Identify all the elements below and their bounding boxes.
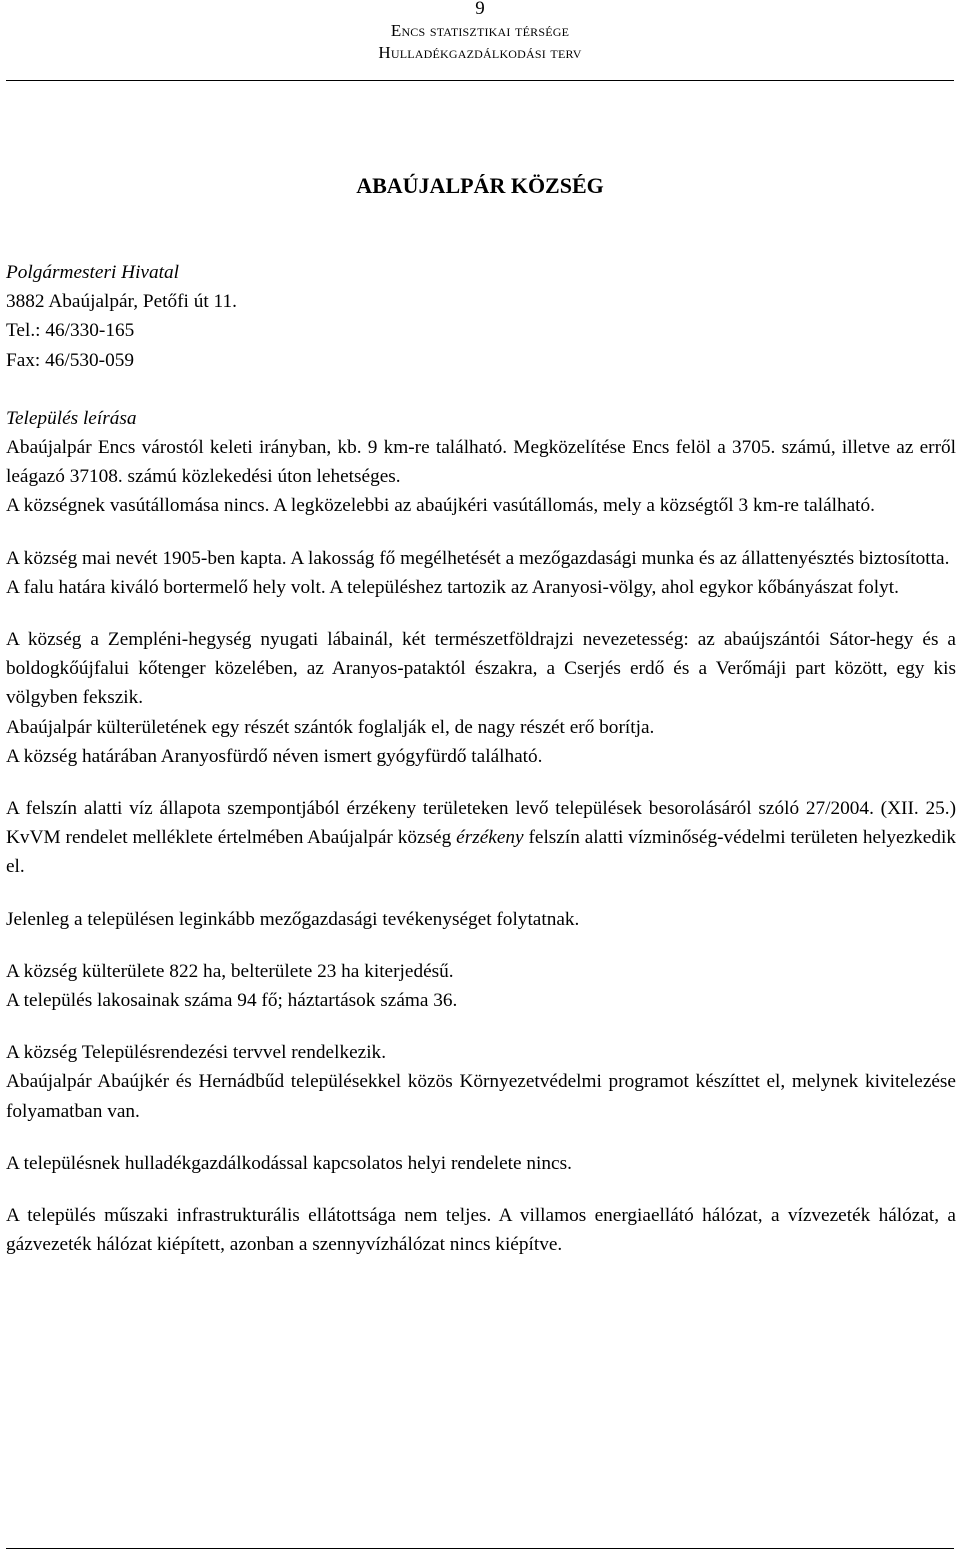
paragraph: A település lakosainak száma 94 fő; háztartások száma 36. xyxy=(6,990,458,1012)
paragraph: A község a Zempléni-hegység nyugati lábainál, két természetföldrajzi nevezetesség: az abaújszántói Sátor-hegy és a boldogkőújfalui kőtenger közelében, az Aranyos-pataktól északra, a Cserjés erdő és a Verőmáji part között, egy kis völgyben fekszik. xyxy=(6,629,956,709)
paragraph: Jelenleg a településen leginkább mezőgazdasági tevékenységet folytatnak. xyxy=(6,908,580,930)
document-body xyxy=(6,258,956,1259)
paragraph: A község Településrendezési tervvel rendelkezik. xyxy=(6,1042,387,1064)
spacer xyxy=(6,602,956,625)
office-phone: Tel.: 46/330-165 xyxy=(6,320,135,342)
spacer xyxy=(6,1015,956,1038)
paragraph-text: felszín alatti vízminőség-védelmi területen helyezkedik el. xyxy=(6,827,956,878)
paragraph: A községnek vasútállomása nincs. A legközelebbi az abaújkéri vasútállomás, mely a községtől 3 km-re található. xyxy=(6,495,876,517)
paragraph xyxy=(6,794,956,882)
paragraph: A község külterülete 822 ha, belterülete 23 ha kiterjedésű. xyxy=(6,960,454,982)
office-name: Polgármesteri Hivatal xyxy=(6,262,179,283)
header-line-1: Encs statisztikai térsége xyxy=(390,21,570,40)
page-title: ABAÚJALPÁR KÖZSÉG xyxy=(356,173,604,198)
paragraph: Abaújalpár külterületének egy részét szántók foglalják el, de nagy részét erő borítja. xyxy=(6,716,655,738)
office-fax: Fax: 46/530-059 xyxy=(6,349,135,371)
office-address: 3882 Abaújalpár, Petőfi út 11. xyxy=(6,291,237,313)
spacer xyxy=(6,934,956,957)
spacer xyxy=(6,375,956,404)
paragraph: A község mai nevét 1905-ben kapta. A lakosság fő megélhetését a mezőgazdasági munka és az állattenyésztés biztosította. xyxy=(6,547,950,569)
header-line-2: Hulladékgazdálkodási terv xyxy=(378,43,582,62)
spacer xyxy=(6,882,956,905)
emphasis-text: érzékeny xyxy=(456,827,524,849)
spacer xyxy=(6,521,956,544)
paragraph-text: A felszín alatti víz állapota szempontjából érzékeny területeken levő települések besorolásáról szóló 27/2004. (XII. 25.) KvVM rendelet melléklete értelmében Abaújalpár község xyxy=(6,798,956,849)
footer-divider xyxy=(6,1548,954,1549)
paragraph: A falu határa kiváló bortermelő hely volt. A településhez tartozik az Aranyosi-völgy, ahol egykor kőbányászat folyt. xyxy=(6,576,899,598)
header-divider xyxy=(6,80,954,81)
spacer xyxy=(6,1178,956,1201)
paragraph: A község határában Aranyosfürdő néven ismert gyógyfürdő található. xyxy=(6,745,543,767)
page-header xyxy=(0,0,960,64)
paragraph: Abaújalpár Encs várostól keleti irányban, kb. 9 km-re található. Megközelítése Encs felöl a 3705. számú, illetve az erről leágazó 37108. számú közlekedési úton lehetséges. xyxy=(6,437,956,488)
section-heading: Település leírása xyxy=(6,407,137,429)
paragraph: A település műszaki infrastrukturális ellátottsága nem teljes. A villamos energiaellátó hálózat, a vízvezeték hálózat, a gázvezeték hálózat kiépített, azonban a szennyvízhálózat nincs kiépítve. xyxy=(6,1205,956,1256)
page-number: 9 xyxy=(475,0,485,19)
spacer xyxy=(6,771,956,794)
paragraph: Abaújalpár Abaújkér és Hernádbűd településekkel közös Környezetvédelmi programot készíttet el, melynek kivitelezése folyamatban van. xyxy=(6,1071,956,1122)
paragraph: A településnek hulladékgazdálkodással kapcsolatos helyi rendelete nincs. xyxy=(6,1152,572,1174)
spacer xyxy=(6,1126,956,1149)
